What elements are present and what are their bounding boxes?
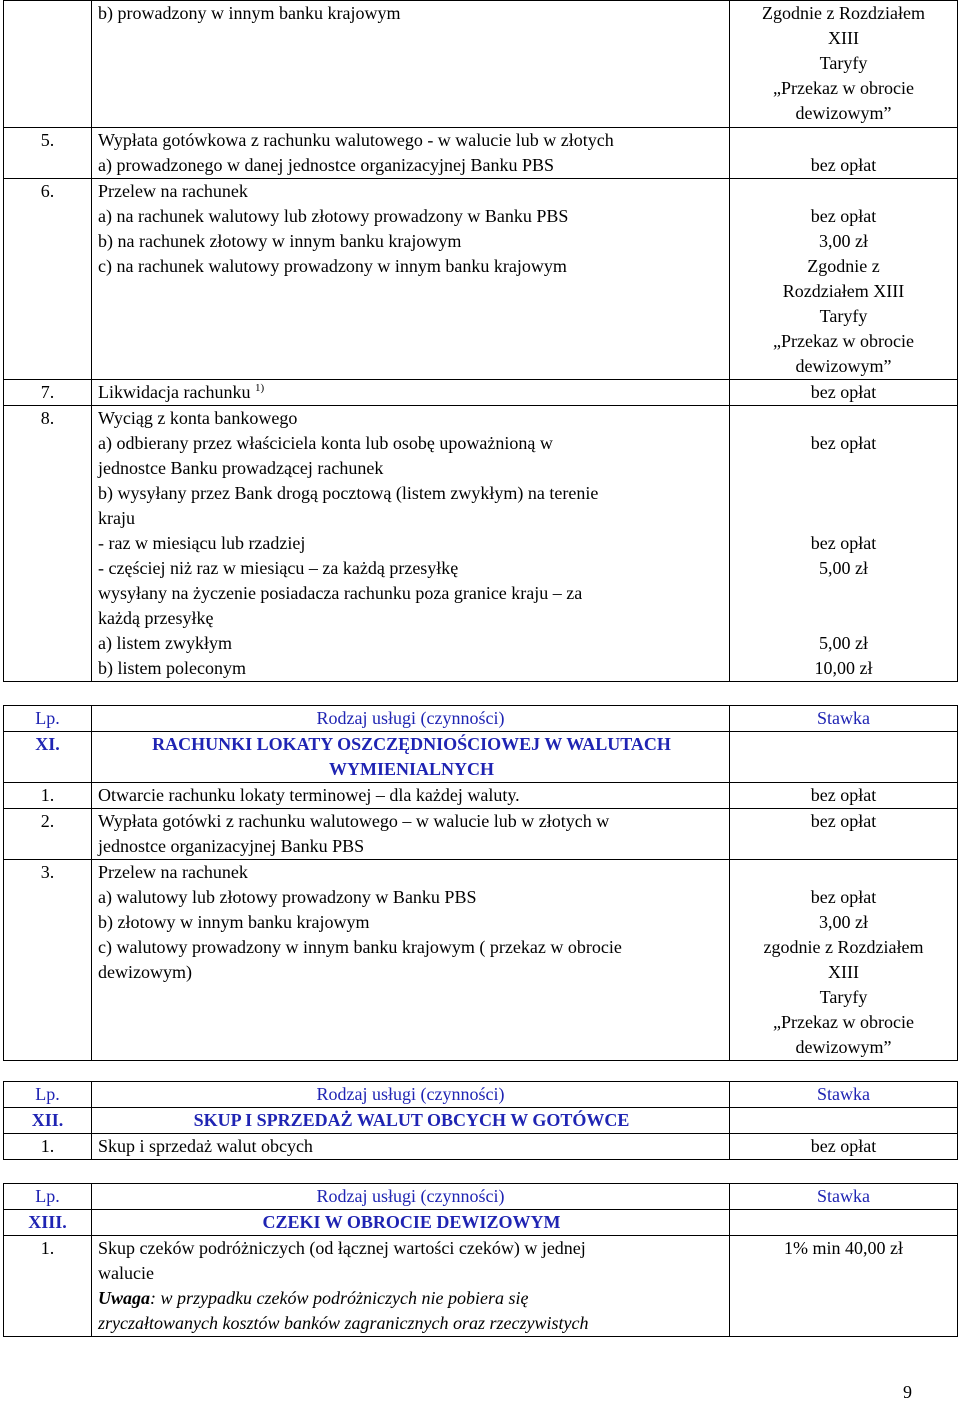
- table-row: [4, 809, 958, 860]
- section-title: CZEKI W OBROCIE DEWIZOWYM: [92, 1210, 730, 1236]
- row-description: Wypłata gotówkowa z rachunku walutowego - w walucie lub w złotych a) prowadzonego w danej jednostce organizacyjnej Banku PBS: [92, 128, 730, 179]
- note-label: Uwaga: [98, 1288, 151, 1308]
- table-row: [4, 1236, 958, 1337]
- row-number: 1.: [4, 783, 92, 809]
- section-title: SKUP I SPRZEDAŻ WALUT OBCYCH W GOTÓWCE: [92, 1108, 730, 1134]
- section-row: [4, 732, 958, 783]
- table-row: [4, 1, 958, 128]
- section-row: [4, 1108, 958, 1134]
- fees-table-continuation: [3, 0, 958, 682]
- row-rate: bez opłat bez opłat 5,00 zł 5,00 zł 10,00 zł: [730, 406, 958, 682]
- row-description: Wyciąg z konta bankowego a) odbierany przez właściciela konta lub osobę upoważnioną w jednostce Banku prowadzącej rachunek b) wysyłany przez Bank drogą pocztową (listem zwykłym) na terenie kraju - raz w miesiącu lub rzadziej - częściej niż raz w miesiącu – za każdą przesyłkę wysyłany na życzenie posiadacza rachunku poza granice kraju – za każdą przesyłkę a) listem zwykłym b) listem poleconym: [92, 406, 730, 682]
- header-lp: Lp.: [4, 706, 92, 732]
- row-rate: bez opłat: [730, 783, 958, 809]
- header-rate: Stawka: [730, 1082, 958, 1108]
- header-service: Rodzaj usługi (czynności): [92, 1082, 730, 1108]
- row-description: Przelew na rachunek a) na rachunek walutowy lub złotowy prowadzony w Banku PBS b) na rachunek złotowy w innym banku krajowym c) na rachunek walutowy prowadzony w innym banku krajowym: [92, 179, 730, 380]
- header-service: Rodzaj usługi (czynności): [92, 706, 730, 732]
- page-number: 9: [903, 1382, 912, 1402]
- row-rate: bez opłat 3,00 zł zgodnie z Rozdziałem XIII Taryfy „Przekaz w obrocie dewizowym”: [730, 860, 958, 1061]
- row-rate: bez opłat 3,00 zł Zgodnie z Rozdziałem XIII Taryfy „Przekaz w obrocie dewizowym”: [730, 179, 958, 380]
- note: Uwaga: w przypadku czeków podróżniczych nie pobiera się: [98, 1288, 529, 1308]
- table-row: [4, 179, 958, 380]
- row-description: b) prowadzony w innym banku krajowym: [92, 1, 730, 128]
- row-description: Skup i sprzedaż walut obcych: [92, 1134, 730, 1160]
- table-row: [4, 128, 958, 179]
- row-number: 6.: [4, 179, 92, 380]
- row-rate: bez opłat: [730, 1134, 958, 1160]
- section-number: XII.: [4, 1108, 92, 1134]
- row-number: 3.: [4, 860, 92, 1061]
- section-number: XIII.: [4, 1210, 92, 1236]
- table-row: [4, 380, 958, 406]
- table-row: [4, 406, 958, 682]
- row-number: 1.: [4, 1236, 92, 1337]
- row-rate: bez opłat: [730, 380, 958, 406]
- table-row: [4, 860, 958, 1061]
- row-number: [4, 1, 92, 128]
- table-header-row: [4, 1082, 958, 1108]
- row-rate: bez opłat: [730, 128, 958, 179]
- table-row: [4, 783, 958, 809]
- row-number: 5.: [4, 128, 92, 179]
- row-number: 7.: [4, 380, 92, 406]
- fees-table-section-xii: [3, 1081, 958, 1160]
- row-number: 1.: [4, 1134, 92, 1160]
- row-description: Skup czeków podróżniczych (od łącznej wartości czeków) w jednej walucie Uwaga: w przypadku czeków podróżniczych nie pobiera się zryczałtowanych kosztów banków zagranicznych oraz rzeczywistych: [92, 1236, 730, 1337]
- row-rate: 1% min 40,00 zł: [730, 1236, 958, 1337]
- row-description: Przelew na rachunek a) walutowy lub złotowy prowadzony w Banku PBS b) złotowy w innym banku krajowym c) walutowy prowadzony w innym banku krajowym ( przekaz w obrocie dewizowym): [92, 860, 730, 1061]
- row-number: 2.: [4, 809, 92, 860]
- header-lp: Lp.: [4, 1082, 92, 1108]
- row-rate: bez opłat: [730, 809, 958, 860]
- fees-table-section-xi: [3, 705, 958, 1061]
- header-rate: Stawka: [730, 1184, 958, 1210]
- table-row: [4, 1134, 958, 1160]
- row-description: Wypłata gotówki z rachunku walutowego – w walucie lub w złotych w jednostce organizacyjnej Banku PBS: [92, 809, 730, 860]
- row-rate: Zgodnie z Rozdziałem XIII Taryfy „Przekaz w obrocie dewizowym”: [730, 1, 958, 128]
- row-description: Likwidacja rachunku $^{1)}$: [92, 380, 730, 406]
- table-header-row: [4, 706, 958, 732]
- header-service: Rodzaj usługi (czynności): [92, 1184, 730, 1210]
- footnote-marker: 1): [254, 382, 265, 394]
- header-lp: Lp.: [4, 1184, 92, 1210]
- section-title: RACHUNKI LOKATY OSZCZĘDNIOŚCIOWEJ W WALUTACH WYMIENIALNYCH: [92, 732, 730, 783]
- row-description: Otwarcie rachunku lokaty terminowej – dla każdej waluty.: [92, 783, 730, 809]
- fees-table-section-xiii: [3, 1183, 958, 1337]
- row-number: 8.: [4, 406, 92, 682]
- table-header-row: [4, 1184, 958, 1210]
- section-row: [4, 1210, 958, 1236]
- section-number: XI.: [4, 732, 92, 783]
- header-rate: Stawka: [730, 706, 958, 732]
